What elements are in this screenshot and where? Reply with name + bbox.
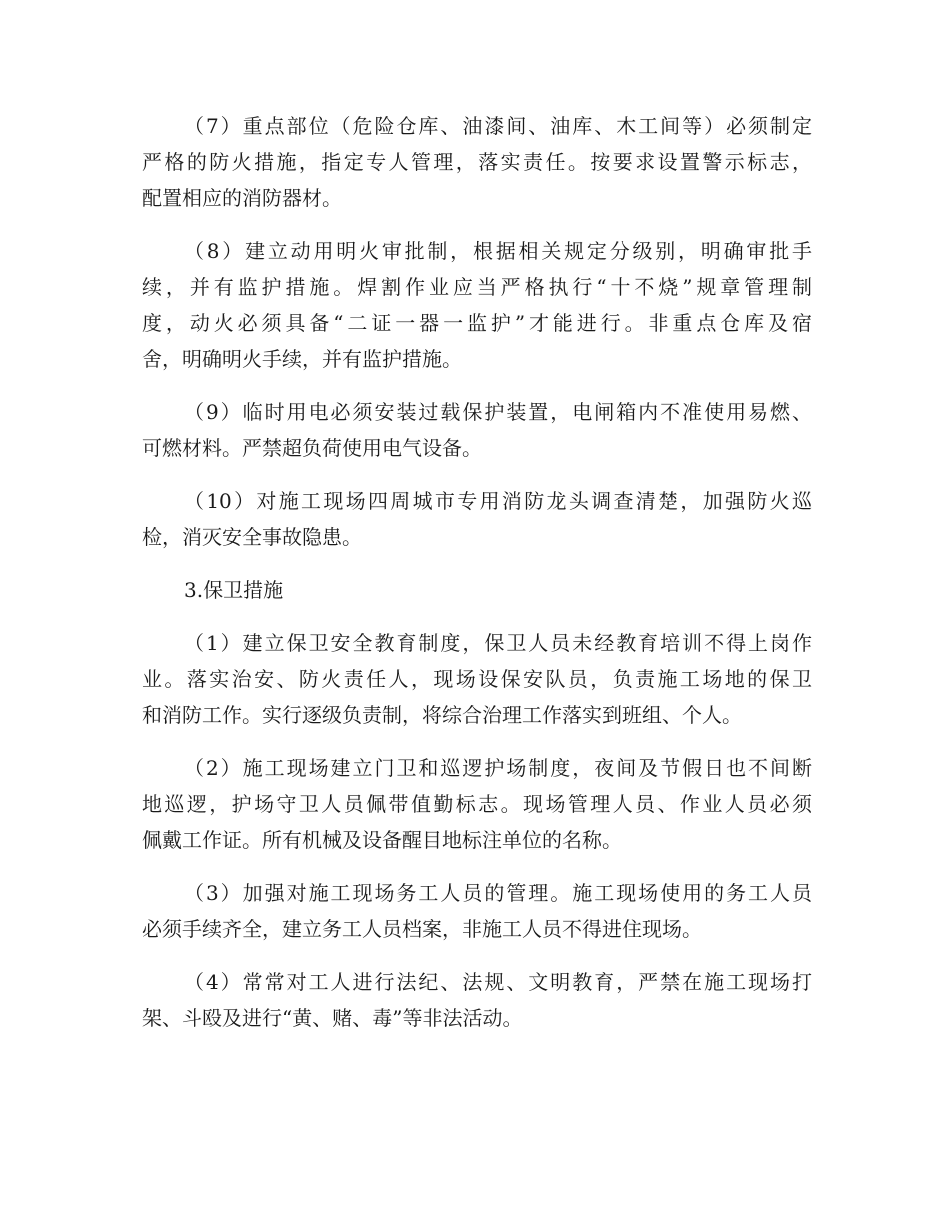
text-line: 业。落实治安、防火责任人，现场设保安队员，负责施工场地的保卫 [142, 667, 812, 691]
text-line: 度，动火必须具备“二证一器一监护”才能进行。非重点仓库及宿 [142, 311, 812, 335]
text-line: 地巡逻，护场守卫人员佩带值勤标志。现场管理人员、作业人员必须 [142, 792, 812, 816]
paragraph-open-fire-approval [142, 233, 812, 377]
text-line: 必须手续齐全，建立务工人员档案，非施工人员不得进住现场。 [142, 917, 702, 941]
text-line: （8）建立动用明火审批制，根据相关规定分级别，明确审批手 [184, 239, 812, 263]
section-heading-security [142, 572, 812, 608]
text-line: （2）施工现场建立门卫和巡逻护场制度，夜间及节假日也不间断 [184, 756, 812, 780]
text-line: （7）重点部位（危险仓库、油漆间、油库、木工间等）必须制定 [184, 114, 812, 138]
paragraph-fire-hydrants [142, 483, 812, 555]
paragraph-gate-patrol [142, 750, 812, 858]
text-line: 舍，明确明火手续，并有监护措施。 [142, 347, 462, 371]
paragraph-worker-management [142, 875, 812, 947]
paragraph-temporary-power [142, 394, 812, 466]
text-line: 架、斗殴及进行“黄、赌、毒”等非法活动。 [142, 1006, 523, 1030]
text-line: 可燃材料。严禁超负荷使用电气设备。 [142, 436, 482, 460]
paragraph-security-education [142, 625, 812, 733]
text-line: 配置相应的消防器材。 [142, 186, 342, 210]
text-line: （3）加强对施工现场务工人员的管理。施工现场使用的务工人员 [184, 881, 812, 905]
text-line: （9）临时用电必须安装过载保护装置，电闸箱内不准使用易燃、 [184, 400, 812, 424]
paragraph-fire-key-areas [142, 108, 812, 216]
text-line: 续，并有监护措施。焊割作业应当严格执行“十不烧”规章管理制 [142, 275, 812, 299]
text-line: （4）常常对工人进行法纪、法规、文明教育，严禁在施工现场打 [184, 970, 812, 994]
text-line: 佩戴工作证。所有机械及设备醒目地标注单位的名称。 [142, 828, 622, 852]
text-line: 严格的防火措施，指定专人管理，落实责任。按要求设置警示标志， [142, 150, 812, 174]
text-line: （10）对施工现场四周城市专用消防龙头调查清楚，加强防火巡 [184, 489, 812, 513]
document-body [142, 108, 812, 1053]
text-line: 检，消灭安全事故隐患。 [142, 525, 362, 549]
text-line: 和消防工作。实行逐级负责制，将综合治理工作落实到班组、个人。 [142, 703, 742, 727]
text-line: （1）建立保卫安全教育制度，保卫人员未经教育培训不得上岗作 [184, 631, 812, 655]
paragraph-legal-education [142, 964, 812, 1036]
section-title: 3.保卫措施 [184, 578, 284, 602]
